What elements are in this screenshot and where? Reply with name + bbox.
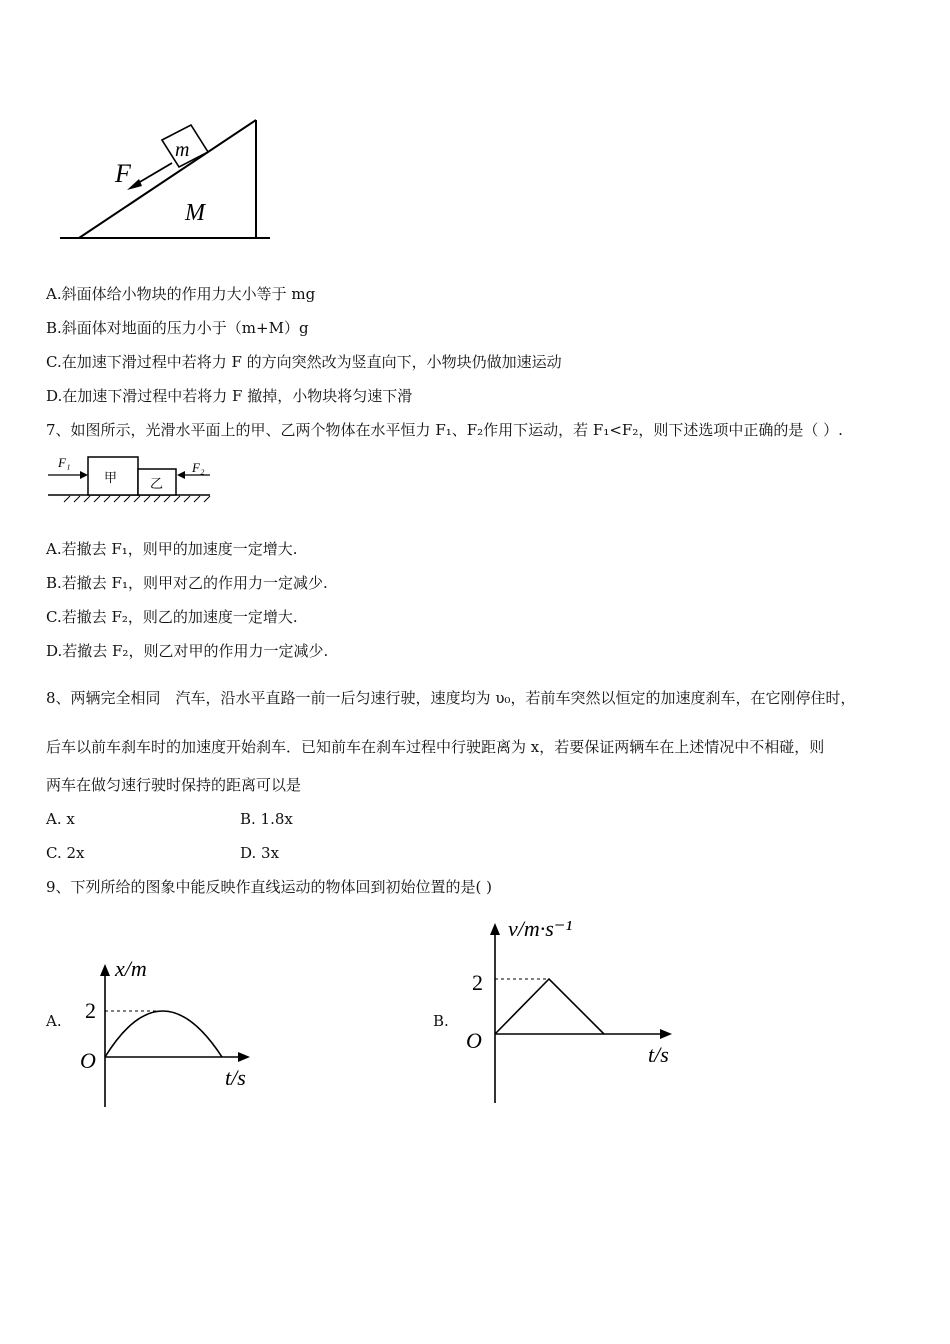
q7-stem: 7、如图所示，光滑水平面上的甲、乙两个物体在水平恒力 F₁、F₂作用下运动，若 F₁<F₂，则下述选项中正确的是（ ）. bbox=[46, 421, 843, 439]
floor-hatching bbox=[64, 496, 210, 502]
q6-option-c: C.在加速下滑过程中若将力 F 的方向突然改为竖直向下，小物块仍做加速运动 bbox=[46, 353, 562, 371]
q7-option-b: B.若撤去 F₁，则甲对乙的作用力一定减少. bbox=[46, 574, 328, 592]
graph-a-x-arrowhead bbox=[238, 1052, 250, 1062]
graph-b-y-arrowhead bbox=[490, 923, 500, 935]
graph-a-y-arrowhead bbox=[100, 964, 110, 976]
q8-line-1: 8、两辆完全相同 汽车，沿水平直路一前一后匀速行驶，速度均为 υ₀，若前车突然以恒定的加速度刹车，在它刚停住时， bbox=[46, 689, 856, 707]
q8-option-c: C. 2x bbox=[46, 844, 85, 862]
q6-option-a: A.斜面体给小物块的作用力大小等于 mg bbox=[46, 285, 316, 303]
blocks-figure bbox=[44, 450, 214, 508]
graph-a-position-time bbox=[70, 950, 270, 1110]
q7-option-a: A.若撤去 F₁，则甲的加速度一定增大. bbox=[46, 540, 298, 558]
f1-arrowhead bbox=[80, 471, 88, 479]
graph-a-tick-2: 2 bbox=[85, 998, 96, 1023]
label-M: M bbox=[185, 200, 205, 226]
q6-option-b: B.斜面体对地面的压力小于（m+M）g bbox=[46, 319, 309, 337]
label-F1: F₁ bbox=[58, 455, 71, 470]
label-m: m bbox=[175, 139, 190, 161]
q8-line-2: 后车以前车刹车时的加速度开始刹车．已知前车在刹车过程中行驶距离为 x，若要保证两辆车在上述情况中不相碰，则 bbox=[46, 738, 825, 756]
graph-a-x-label: t/s bbox=[225, 1065, 246, 1090]
graph-b-tick-2: 2 bbox=[472, 970, 483, 995]
label-F: F bbox=[115, 159, 131, 188]
graph-b-triangle bbox=[495, 979, 604, 1034]
graph-b-x-arrowhead bbox=[660, 1029, 672, 1039]
graph-b-x-label: t/s bbox=[648, 1042, 669, 1067]
q7-option-d: D.若撤去 F₂，则乙对甲的作用力一定减少. bbox=[46, 642, 329, 660]
graph-b-origin: O bbox=[466, 1028, 482, 1053]
label-jia: 甲 bbox=[104, 470, 118, 485]
q8-option-d: D. 3x bbox=[240, 844, 280, 862]
f2-arrowhead bbox=[177, 471, 185, 479]
q9-stem: 9、下列所给的图象中能反映作直线运动的物体回到初始位置的是( ) bbox=[46, 878, 493, 896]
q8-line-3: 两车在做匀速行驶时保持的距离可以是 bbox=[46, 776, 302, 794]
q6-option-d: D.在加速下滑过程中若将力 F 撤掉，小物块将匀速下滑 bbox=[46, 387, 413, 405]
label-F2: F₂ bbox=[192, 460, 205, 475]
q8-option-a: A. x bbox=[46, 810, 75, 828]
q9-option-b-label: B. bbox=[433, 1012, 449, 1030]
q8-option-b: B. 1.8x bbox=[240, 810, 293, 828]
graph-a-curve bbox=[105, 1011, 222, 1057]
graph-b-y-label: v/m·s⁻¹ bbox=[508, 916, 573, 941]
q9-option-a-label: A. bbox=[46, 1012, 62, 1030]
label-yi: 乙 bbox=[150, 476, 164, 491]
incline-figure bbox=[55, 110, 285, 250]
graph-a-origin: O bbox=[80, 1048, 96, 1073]
graph-a-y-label: x/m bbox=[115, 956, 147, 981]
q7-option-c: C.若撤去 F₂，则乙的加速度一定增大. bbox=[46, 608, 298, 626]
graph-b-velocity-time bbox=[458, 908, 698, 1108]
